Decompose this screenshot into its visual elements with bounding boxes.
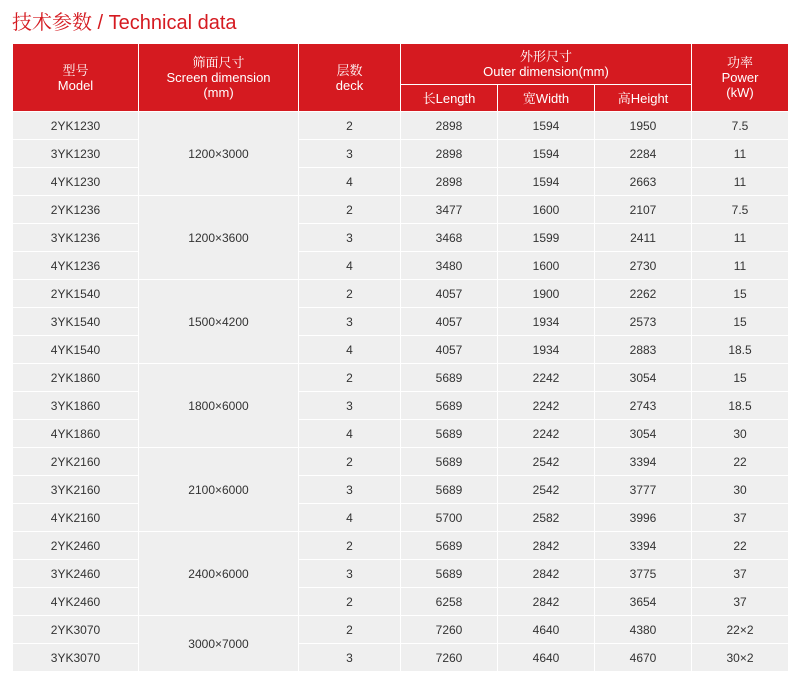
cell-height: 3654 (595, 588, 692, 616)
cell-deck: 4 (299, 252, 401, 280)
cell-power: 37 (692, 588, 789, 616)
cell-length: 7260 (401, 616, 498, 644)
cell-model: 2YK1236 (13, 196, 139, 224)
table-row (13, 448, 789, 476)
cell-width: 1600 (498, 196, 595, 224)
header-outer-dimension (401, 44, 692, 85)
cell-height: 2730 (595, 252, 692, 280)
cell-power: 22×2 (692, 616, 789, 644)
cell-deck: 3 (299, 224, 401, 252)
table-row (13, 196, 789, 224)
cell-width: 1594 (498, 168, 595, 196)
cell-height: 2663 (595, 168, 692, 196)
cell-width: 1600 (498, 252, 595, 280)
table-row (13, 476, 789, 504)
header-power-unit: (kW) (726, 85, 754, 100)
cell-length: 6258 (401, 588, 498, 616)
cell-power: 30 (692, 476, 789, 504)
table-row (13, 392, 789, 420)
header-model-en: Model (57, 77, 94, 93)
cell-height: 2743 (595, 392, 692, 420)
cell-screen-dimension: 1800×6000 (139, 364, 299, 448)
cell-length: 4057 (401, 280, 498, 308)
cell-power: 37 (692, 560, 789, 588)
cell-model: 3YK2460 (13, 560, 139, 588)
cell-length: 7260 (401, 644, 498, 672)
cell-length: 5689 (401, 448, 498, 476)
cell-model: 4YK1230 (13, 168, 139, 196)
cell-length: 5700 (401, 504, 498, 532)
cell-length: 5689 (401, 420, 498, 448)
cell-deck: 2 (299, 112, 401, 140)
cell-width: 1594 (498, 140, 595, 168)
cell-deck: 2 (299, 196, 401, 224)
cell-model: 3YK1540 (13, 308, 139, 336)
cell-deck: 2 (299, 448, 401, 476)
cell-height: 4670 (595, 644, 692, 672)
cell-deck: 3 (299, 140, 401, 168)
cell-deck: 3 (299, 560, 401, 588)
cell-deck: 2 (299, 616, 401, 644)
cell-screen-dimension: 1200×3600 (139, 196, 299, 280)
page-title: 技术参数 / Technical data (12, 12, 237, 34)
cell-width: 1594 (498, 112, 595, 140)
cell-height: 1950 (595, 112, 692, 140)
header-power (692, 44, 789, 112)
cell-length: 5689 (401, 364, 498, 392)
cell-height: 3394 (595, 448, 692, 476)
header-deck-en: deck (335, 77, 364, 93)
cell-power: 15 (692, 364, 789, 392)
cell-width: 4640 (498, 644, 595, 672)
cell-height: 2107 (595, 196, 692, 224)
cell-height: 3775 (595, 560, 692, 588)
cell-width: 2582 (498, 504, 595, 532)
cell-model: 3YK1860 (13, 392, 139, 420)
cell-length: 4057 (401, 308, 498, 336)
cell-height: 3996 (595, 504, 692, 532)
cell-power: 22 (692, 448, 789, 476)
cell-height: 2411 (595, 224, 692, 252)
header-power-en: Power (721, 70, 759, 85)
cell-deck: 4 (299, 504, 401, 532)
cell-power: 30×2 (692, 644, 789, 672)
table-row (13, 644, 789, 672)
cell-deck: 2 (299, 588, 401, 616)
header-deck (299, 44, 401, 112)
table-row (13, 252, 789, 280)
cell-width: 4640 (498, 616, 595, 644)
table-body (13, 112, 789, 672)
table-row (13, 420, 789, 448)
cell-model: 3YK1230 (13, 140, 139, 168)
header-width: 宽Width (498, 85, 595, 112)
cell-height: 2262 (595, 280, 692, 308)
cell-power: 7.5 (692, 196, 789, 224)
table-row (13, 168, 789, 196)
cell-width: 2542 (498, 476, 595, 504)
cell-screen-dimension: 2400×6000 (139, 532, 299, 616)
cell-model: 2YK3070 (13, 616, 139, 644)
cell-height: 2573 (595, 308, 692, 336)
cell-power: 11 (692, 252, 789, 280)
cell-deck: 4 (299, 336, 401, 364)
cell-width: 2242 (498, 392, 595, 420)
cell-length: 3477 (401, 196, 498, 224)
cell-length: 2898 (401, 140, 498, 168)
table-row (13, 364, 789, 392)
cell-model: 4YK1540 (13, 336, 139, 364)
header-outer-cn: 外形尺寸 (519, 49, 572, 64)
cell-model: 3YK3070 (13, 644, 139, 672)
cell-deck: 4 (299, 420, 401, 448)
cell-power: 15 (692, 308, 789, 336)
cell-deck: 3 (299, 476, 401, 504)
cell-model: 2YK2160 (13, 448, 139, 476)
table-row (13, 112, 789, 140)
table-row (13, 308, 789, 336)
cell-model: 2YK1540 (13, 280, 139, 308)
cell-power: 22 (692, 532, 789, 560)
cell-model: 2YK1860 (13, 364, 139, 392)
header-outer-en: Outer dimension(mm) (483, 64, 609, 79)
cell-height: 3777 (595, 476, 692, 504)
cell-power: 18.5 (692, 392, 789, 420)
header-screen-dimension (139, 44, 299, 112)
cell-deck: 2 (299, 280, 401, 308)
cell-height: 2284 (595, 140, 692, 168)
table-row (13, 532, 789, 560)
cell-length: 4057 (401, 336, 498, 364)
cell-length: 5689 (401, 532, 498, 560)
cell-power: 15 (692, 280, 789, 308)
cell-power: 37 (692, 504, 789, 532)
table-row (13, 280, 789, 308)
table-row (13, 616, 789, 644)
cell-model: 2YK1230 (13, 112, 139, 140)
header-power-cn: 功率 (726, 55, 753, 70)
cell-width: 2842 (498, 532, 595, 560)
header-height: 高Height (595, 85, 692, 112)
cell-model: 4YK1236 (13, 252, 139, 280)
cell-screen-dimension: 1500×4200 (139, 280, 299, 364)
cell-deck: 3 (299, 644, 401, 672)
cell-power: 11 (692, 140, 789, 168)
cell-power: 30 (692, 420, 789, 448)
table-row (13, 560, 789, 588)
table-row (13, 504, 789, 532)
cell-length: 3468 (401, 224, 498, 252)
cell-width: 1599 (498, 224, 595, 252)
header-screen-cn: 筛面尺寸 (192, 55, 245, 70)
header-model-cn: 型号 (62, 62, 89, 78)
cell-width: 2542 (498, 448, 595, 476)
cell-width: 1934 (498, 308, 595, 336)
cell-deck: 4 (299, 168, 401, 196)
cell-model: 3YK1236 (13, 224, 139, 252)
cell-screen-dimension: 3000×7000 (139, 616, 299, 672)
header-screen-en: Screen dimension (166, 70, 271, 85)
cell-width: 1900 (498, 280, 595, 308)
cell-height: 2883 (595, 336, 692, 364)
table-row (13, 224, 789, 252)
cell-screen-dimension: 2100×6000 (139, 448, 299, 532)
cell-deck: 3 (299, 308, 401, 336)
cell-power: 11 (692, 224, 789, 252)
header-deck-cn: 层数 (336, 62, 363, 78)
cell-length: 5689 (401, 476, 498, 504)
technical-data-table (12, 43, 789, 672)
cell-length: 5689 (401, 392, 498, 420)
cell-power: 7.5 (692, 112, 789, 140)
table-row (13, 140, 789, 168)
cell-deck: 2 (299, 532, 401, 560)
cell-model: 4YK1860 (13, 420, 139, 448)
cell-length: 2898 (401, 168, 498, 196)
cell-screen-dimension: 1200×3000 (139, 112, 299, 196)
cell-model: 4YK2160 (13, 504, 139, 532)
cell-height: 3394 (595, 532, 692, 560)
cell-width: 2842 (498, 560, 595, 588)
cell-deck: 2 (299, 364, 401, 392)
cell-deck: 3 (299, 392, 401, 420)
cell-model: 2YK2460 (13, 532, 139, 560)
cell-height: 3054 (595, 420, 692, 448)
cell-width: 2242 (498, 420, 595, 448)
cell-power: 18.5 (692, 336, 789, 364)
cell-length: 3480 (401, 252, 498, 280)
table-row (13, 588, 789, 616)
table-row (13, 336, 789, 364)
cell-length: 2898 (401, 112, 498, 140)
cell-power: 11 (692, 168, 789, 196)
cell-height: 4380 (595, 616, 692, 644)
cell-length: 5689 (401, 560, 498, 588)
header-model (13, 44, 139, 112)
cell-width: 2842 (498, 588, 595, 616)
header-screen-unit: (mm) (203, 85, 234, 100)
cell-height: 3054 (595, 364, 692, 392)
cell-width: 2242 (498, 364, 595, 392)
cell-model: 3YK2160 (13, 476, 139, 504)
cell-model: 4YK2460 (13, 588, 139, 616)
cell-width: 1934 (498, 336, 595, 364)
header-length: 长Length (401, 85, 498, 112)
